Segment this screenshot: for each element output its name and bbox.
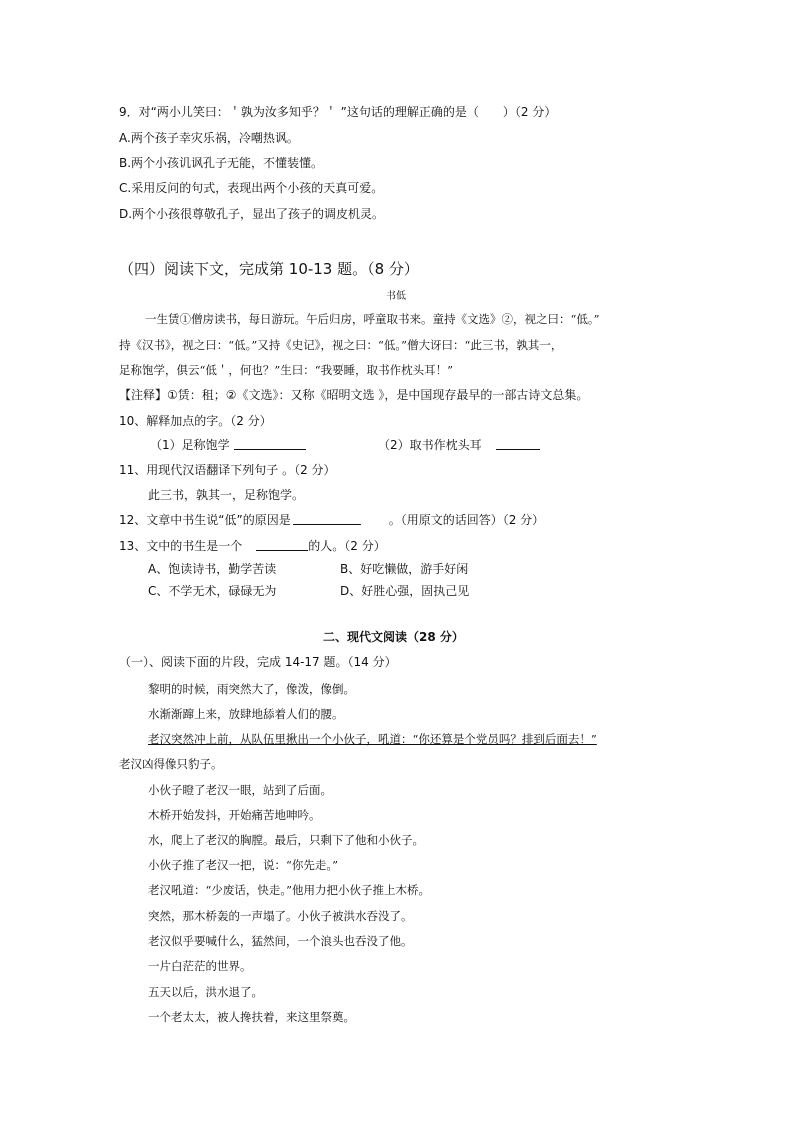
story-line-7: 水，爬上了老汉的胸膛。最后，只剩下了他和小伙子。 — [148, 833, 424, 847]
q10-part-b-label: （2）取书作枕头耳 — [378, 438, 482, 452]
section4-heading: （四）阅读下文，完成第 10-13 题。（8 分） — [119, 260, 419, 278]
q10-part-b — [378, 437, 540, 453]
passage-title: 书低 — [386, 291, 406, 302]
q10-stem: 10、解释加点的字。（2 分） — [119, 414, 272, 428]
q13-option-a: A、饱读诗书，勤学苦读 — [148, 562, 277, 576]
q9-option-c: C.采用反问的句式，表现出两个小孩的天真可爱。 — [119, 181, 384, 195]
q11-stem: 11、用现代汉语翻译下列句子 。（2 分） — [119, 463, 336, 477]
q13-option-b: B、好吃懒做，游手好闲 — [340, 562, 469, 576]
story-line-14: 一个老太太，被人搀扶着，来这里祭奠。 — [148, 1010, 355, 1024]
q12-prefix: 12、文章中书生说“低”的原因是 — [119, 513, 291, 527]
story-line-12: 一片白茫茫的世界。 — [148, 959, 252, 973]
q10-part-a-blank[interactable] — [234, 437, 306, 450]
story-line-9: 老汉吼道：“少废话，快走。”他用力把小伙子推上木桥。 — [148, 883, 431, 897]
story-line-5: 小伙子瞪了老汉一眼，站到了后面。 — [148, 783, 332, 797]
q9-option-d: D.两个小孩很尊敬孔子，显出了孩子的调皮机灵。 — [119, 207, 385, 221]
story-line-3-underlined: 老汉突然冲上前，从队伍里揪出一个小伙子，吼道：“你还算是个党员吗？排到后面去！” — [148, 732, 597, 746]
passage-note: 【注释】①赁：租；②《文选》：又称《昭明文选 》，是中国现存最早的一部古诗文总集。 — [119, 388, 589, 402]
q9-stem: 9．对“两小儿笑曰：＇孰为汝多知乎？＇ ”这句话的理解正确的是（ ）（2 分） — [119, 105, 557, 119]
part2-sub-heading: （一）、阅读下面的片段，完成 14-17 题。（14 分） — [119, 655, 397, 669]
story-line-1: 黎明的时候，雨突然大了，像泼，像倒。 — [148, 682, 355, 696]
passage-line-3: 足称饱学，俱云“低＇，何也？”生曰：“我要睡，取书作枕头耳！” — [119, 363, 454, 377]
story-line-11: 老汉似乎要喊什么，猛然间，一个浪头也吞没了他。 — [148, 934, 413, 948]
story-line-6: 木桥开始发抖，开始痛苦地呻吟。 — [148, 808, 321, 822]
q9-option-a: A.两个孩子幸灾乐祸，冷嘲热讽。 — [119, 131, 299, 145]
story-line-10: 突然，那木桥轰的一声塌了。小伙子被洪水吞没了。 — [148, 909, 413, 923]
q10-part-a-label: （1）足称饱学 — [150, 438, 230, 452]
passage-line-1: 一生赁①僧房读书，每日游玩。午后归房，呼童取书来。童持《文选》②，视之曰：“低。” — [145, 312, 600, 326]
passage-line-2: 持《汉书》，视之曰：“低。”又持《史记》，视之曰：“低。”僧大讶曰：“此三书，孰其一， — [119, 338, 563, 352]
q13 — [119, 538, 386, 554]
q13-option-c: C、不学无术，碌碌无为 — [148, 584, 277, 598]
q13-blank[interactable] — [256, 538, 308, 551]
story-line-13: 五天以后，洪水退了。 — [148, 985, 263, 999]
story-line-2: 水渐渐蹿上来，放肆地舔着人们的腰。 — [148, 707, 344, 721]
q13-suffix: 的人。（2 分） — [308, 539, 386, 553]
part2-heading: 二、现代文阅读（28 分） — [323, 630, 464, 644]
q10-part-a — [150, 437, 306, 453]
story-line-4: 老汉凶得像只豹子。 — [119, 757, 223, 771]
q10-part-b-blank[interactable] — [496, 437, 540, 450]
q13-prefix: 13、文中的书生是一个 — [119, 539, 243, 553]
q11-sentence: 此三书，孰其一，足称饱学。 — [148, 488, 305, 502]
q12-suffix: 。（用原文的话回答）（2 分） — [388, 513, 545, 527]
q12 — [119, 512, 544, 528]
q12-blank[interactable] — [293, 512, 361, 525]
q9-option-b: B.两个小孩讥讽孔子无能，不懂装懂。 — [119, 156, 324, 170]
story-line-8: 小伙子推了老汉一把，说：“你先走。” — [148, 858, 339, 872]
q13-option-d: D、好胜心强，固执己见 — [340, 584, 470, 598]
